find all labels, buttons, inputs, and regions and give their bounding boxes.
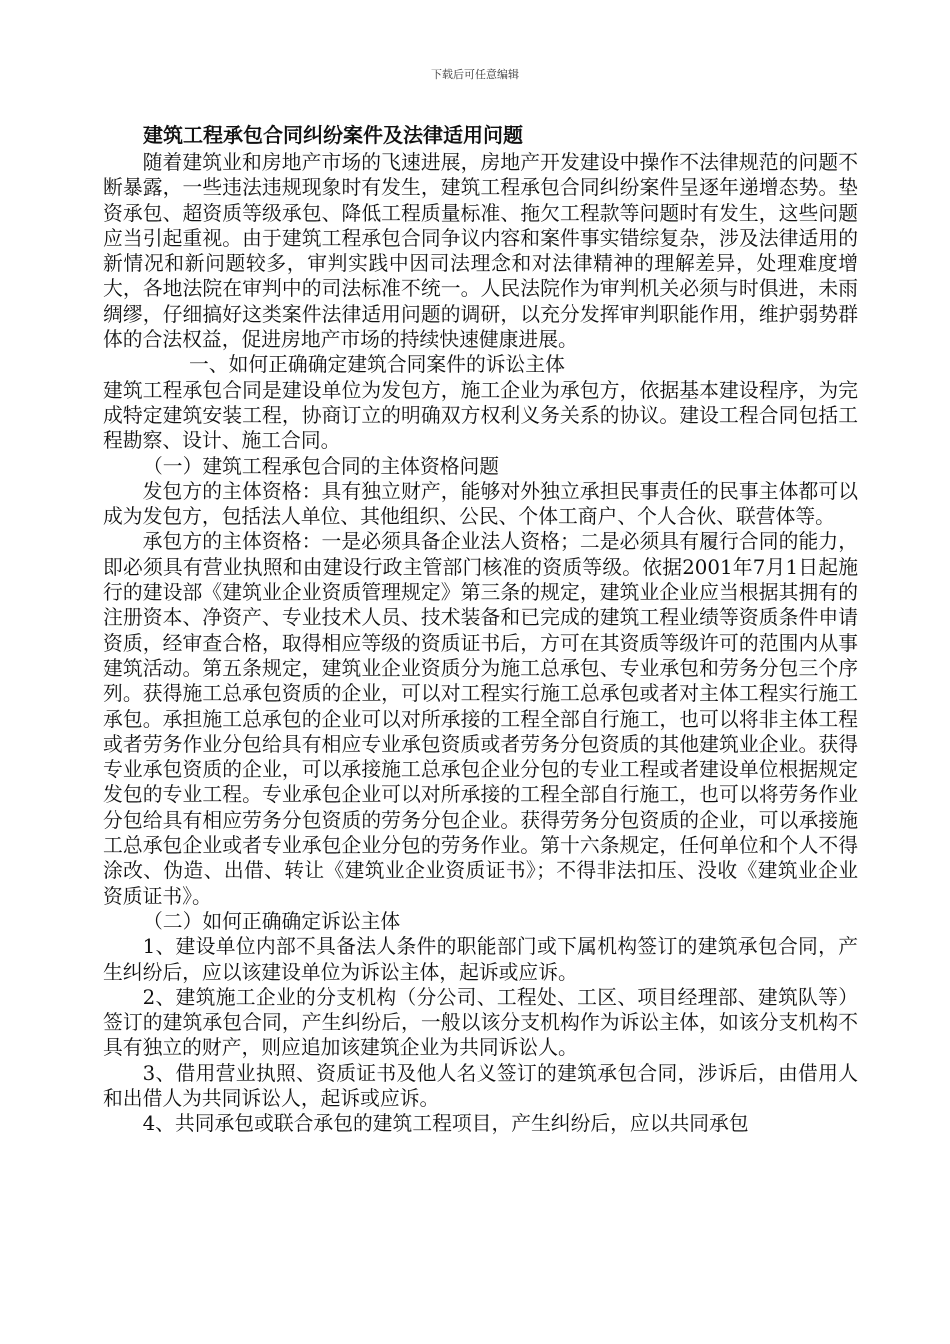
list-item-1: 1、建设单位内部不具备法人条件的职能部门或下属机构签订的建筑承包合同，产生纠纷后，应以该建设单位为诉讼主体，起诉或应诉。 — [103, 935, 858, 984]
paragraph-contractor-qualification: 承包方的主体资格：一是必须具备企业法人资格；二是必须具有履行合同的能力，即必须具有营业执照和由建设行政主管部门核准的资质等级。依据2001年7月1日起施行的建设部《建筑业企业资质管理规定》第三条的规定，建筑业企业应当根据其拥有的注册资本、净资产、专业技术人员、技术装备和已完成的建筑工程业绩等资质条件申请资质，经审查合格，取得相应等级的资质证书后，方可在其资质等级许可的范围内从事建筑活动。第五条规定，建筑业企业资质分为施工总承包、专业承包和劳务分包三个序列。获得施工总承包资质的企业，可以对工程实行施工总承包或者对主体工程实行施工承包。承担施工总承包的企业可以对所承接的工程全部自行施工，也可以将非主体工程或者劳务作业分包给具有相应专业承包资质或者劳务分包资质的其他建筑业企业。获得专业承包资质的企业，可以承接施工总承包企业分包的专业工程或者建设单位根据规定发包的专业工程。专业承包企业可以对所承接的工程全部自行施工，也可以将劳务作业分包给具有相应劳务分包资质的劳务分包企业。获得劳务分包资质的企业，可以承接施工总承包企业或者专业承包企业分包的劳务作业。第十六条规定，任何单位和个人不得涂改、伪造、出借、转让《建筑业企业资质证书》；不得非法扣压、没收《建筑业企业资质证书》。 — [103, 530, 858, 908]
paragraph-employer-qualification: 发包方的主体资格：具有独立财产，能够对外独立承担民事责任的民事主体都可以成为发包方，包括法人单位、其他组织、公民、个体工商户、个人合伙、联营体等。 — [103, 479, 858, 529]
subsection-heading-1: （一）建筑工程承包合同的主体资格问题 — [143, 454, 500, 478]
document-body — [103, 122, 858, 1137]
list-item-2: 2、建筑施工企业的分支机构（分公司、工程处、工区、项目经理部、建筑队等）签订的建筑承包合同，产生纠纷后，一般以该分支机构作为诉讼主体，如该分支机构不具有独立的财产，则应追加该建筑企业为共同诉讼人。 — [103, 985, 858, 1060]
section-heading-1: 一、如何正确确定建筑合同案件的诉讼主体 — [189, 353, 565, 377]
subsection-heading-2: （二）如何正确确定诉讼主体 — [143, 909, 401, 933]
header-note: 下载后可任意编辑 — [431, 68, 519, 81]
document-title: 建筑工程承包合同纠纷案件及法律适用问题 — [143, 123, 523, 147]
paragraph-definition: 建筑工程承包合同是建设单位为发包方，施工企业为承包方，依据基本建设程序，为完成特定建筑安装工程，协商订立的明确双方权利义务关系的协议。建设工程合同包括工程勘察、设计、施工合同。 — [103, 378, 858, 453]
list-item-4: 4、共同承包或联合承包的建筑工程项目，产生纠纷后，应以共同承包 — [142, 1112, 749, 1136]
paragraph-intro: 随着建筑业和房地产市场的飞速进展，房地产开发建设中操作不法律规范的问题不断暴露，一些违法违规现象时有发生，建筑工程承包合同纠纷案件呈逐年递增态势。垫资承包、超资质等级承包、降低工程质量标准、拖欠工程款等问题时有发生，这些问题应当引起重视。由于建筑工程承包合同争议内容和案件事实错综复杂，涉及法律适用的新情况和新问题较多，审判实践中因司法理念和对法律精神的理解差异，处理难度增大，各地法院在审判中的司法标准不统一。人民法院作为审判机关必须与时俱进，未雨绸缪，仔细搞好这类案件法律适用问题的调研，以充分发挥审判职能作用，维护弱势群体的合法权益，促进房地产市场的持续快速健康进展。 — [103, 151, 858, 352]
list-item-3: 3、借用营业执照、资质证书及他人名义签订的建筑承包合同，涉诉后，由借用人和出借人为共同诉讼人，起诉或应诉。 — [103, 1061, 858, 1110]
